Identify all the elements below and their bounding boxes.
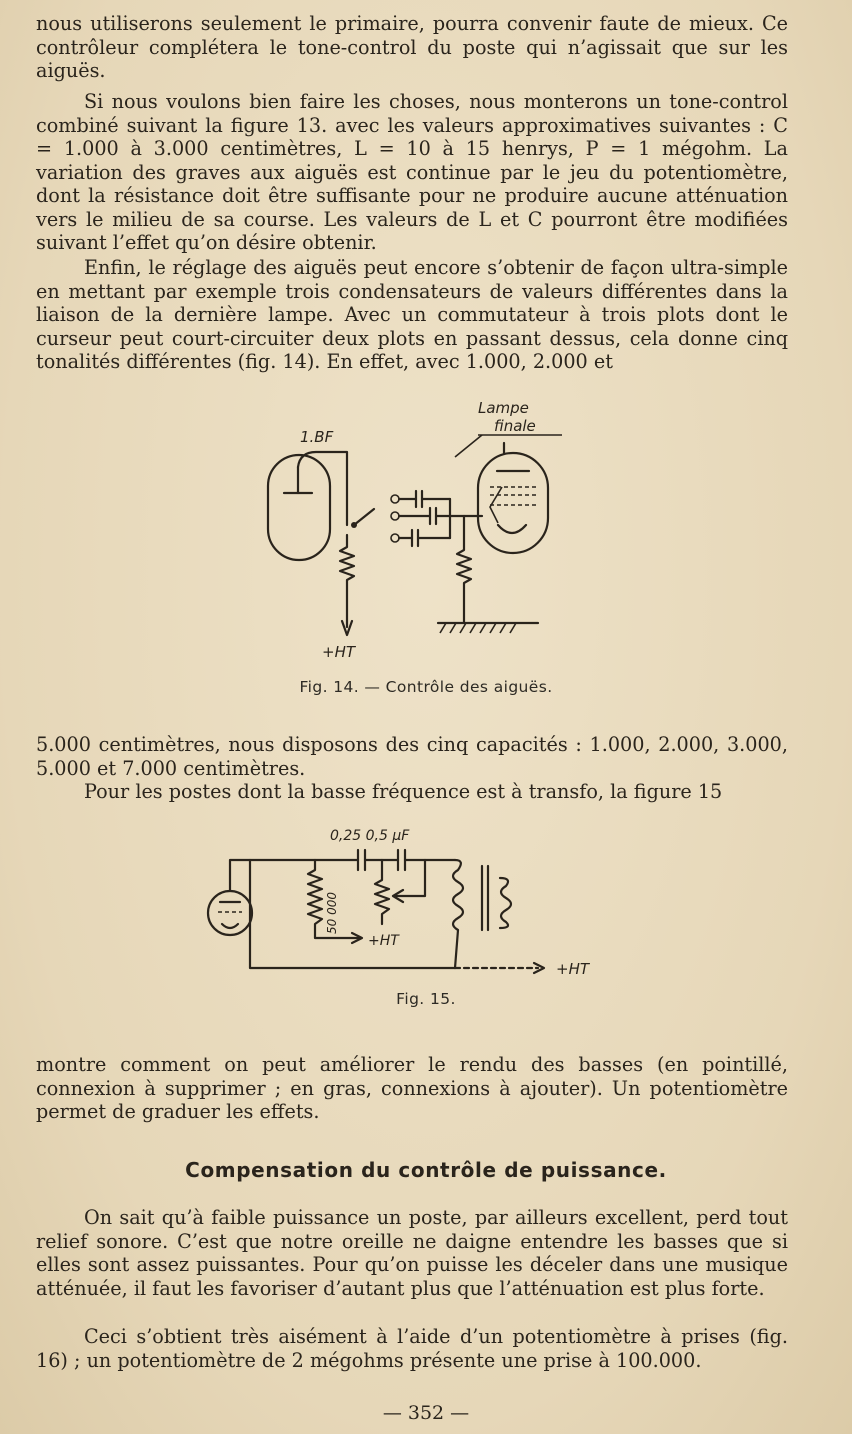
figure-15-schematic: [200, 818, 620, 988]
paragraph-2: Si nous voulons bien faire les choses, nous monterons un tone-control combiné suivant la figure 13. avec les valeurs approximatives suivantes : C = 1.000 à 3.000 centimètres, L = 10 à 15 henrys, P = 1 mégohm. La variation des graves aux aiguës est continue par le jeu du potentiomètre, dont la résistance doit être suffisante pour ne produire aucune atténuation vers le milieu de sa course. Les valeurs de L et C pourront être modifiées suivant l’effet qu’on désire obtenir.: [36, 90, 788, 254]
fig14-grid-resistor: [457, 516, 471, 623]
fig15-capacitor-label: 0,25 0,5 μF: [330, 828, 410, 844]
fig14-caption: Fig. 14. — Contrôle des aiguës.: [299, 678, 553, 696]
paragraph-5: Pour les postes dont la basse fréquence est à transfo, la figure 15: [84, 780, 723, 803]
fig15-left-wire: [230, 860, 455, 968]
paragraph-6: montre comment on peut améliorer le rendu des basses (en pointillé, connexion à supprimer ; en gras, connexions à ajouter). Un potentiomètre permet de graduer les effets.: [36, 1053, 788, 1123]
fig15-caption: Fig. 15.: [396, 990, 456, 1008]
fig14-switch-arm: [354, 509, 374, 525]
fig15-ht-inner-label: +HT: [368, 933, 399, 949]
fig14-final-tube: [478, 453, 548, 553]
fig14-switch-contact-1: [391, 495, 399, 503]
fig14-capacitor-1: [399, 491, 450, 507]
fig14-capacitor-2: [399, 508, 450, 524]
fig14-ht-label: +HT: [322, 643, 356, 661]
section-heading: Compensation du contrôle de puissance.: [185, 1158, 667, 1182]
fig14-capacitor-3: [399, 530, 450, 546]
fig15-transformer-primary: [453, 860, 463, 968]
paragraph-8: Ceci s’obtient très aisément à l’aide d’un potentiomètre à prises (fig. 16) ; un potentiomètre de 2 mégohms présente une prise à 100.000.: [36, 1325, 788, 1372]
fig14-switch-contact-2: [391, 512, 399, 520]
fig14-lamp-leader: [455, 435, 482, 457]
fig14-switch-contact-3: [391, 534, 399, 542]
fig14-final-tube-cathode: [498, 525, 526, 533]
paragraph-3: Enfin, le réglage des aiguës peut encore s’obtenir de façon ultra-simple en mettant par exemple trois condensateurs de valeurs différentes dans la liaison de la dernière lampe. Avec un commutateur à trois plots dont le curseur peut court-circuiter deux plots en passant dessus, cela donne cinq tonalités différentes (fig. 14). En effet, avec 1.000, 2.000 et: [36, 256, 788, 373]
page-number: — 352 —: [382, 1402, 470, 1424]
fig14-lamp-label-2: finale: [494, 417, 536, 435]
fig15-ht-outer-label: +HT: [556, 960, 590, 978]
paragraph-4: 5.000 centimètres, nous disposons des cinq capacités : 1.000, 2.000, 3.000, 5.000 et 7.000 centimètres.: [36, 733, 788, 780]
fig14-lamp-label-1: Lampe: [478, 399, 529, 417]
fig14-plate-resistor: [340, 535, 354, 627]
fig14-ground-symbol: [438, 623, 538, 633]
fig15-potentiometer: [375, 860, 389, 924]
fig14-tube-label: 1.BF: [300, 428, 334, 446]
paragraph-1: nous utiliserons seulement le primaire, pourra convenir faute de mieux. Ce contrôleur complétera le tone-control du poste qui n’agissait que sur les aiguës.: [36, 12, 788, 82]
fig14-plate-wire: [298, 452, 347, 525]
figure-14-schematic: [250, 395, 590, 665]
fig15-transformer-secondary: [500, 878, 511, 928]
paragraph-7: On sait qu’à faible puissance un poste, par ailleurs excellent, perd tout relief sonore. C’est que notre oreille ne daigne entendre les basses que si elles sont assez puissantes. Pour qu’on puisse les déceler dans une musique atténuée, il faut les favoriser d’autant plus que l’atténuation est plus forte.: [36, 1206, 788, 1300]
fig15-resistor-label: 50 000: [325, 892, 339, 934]
